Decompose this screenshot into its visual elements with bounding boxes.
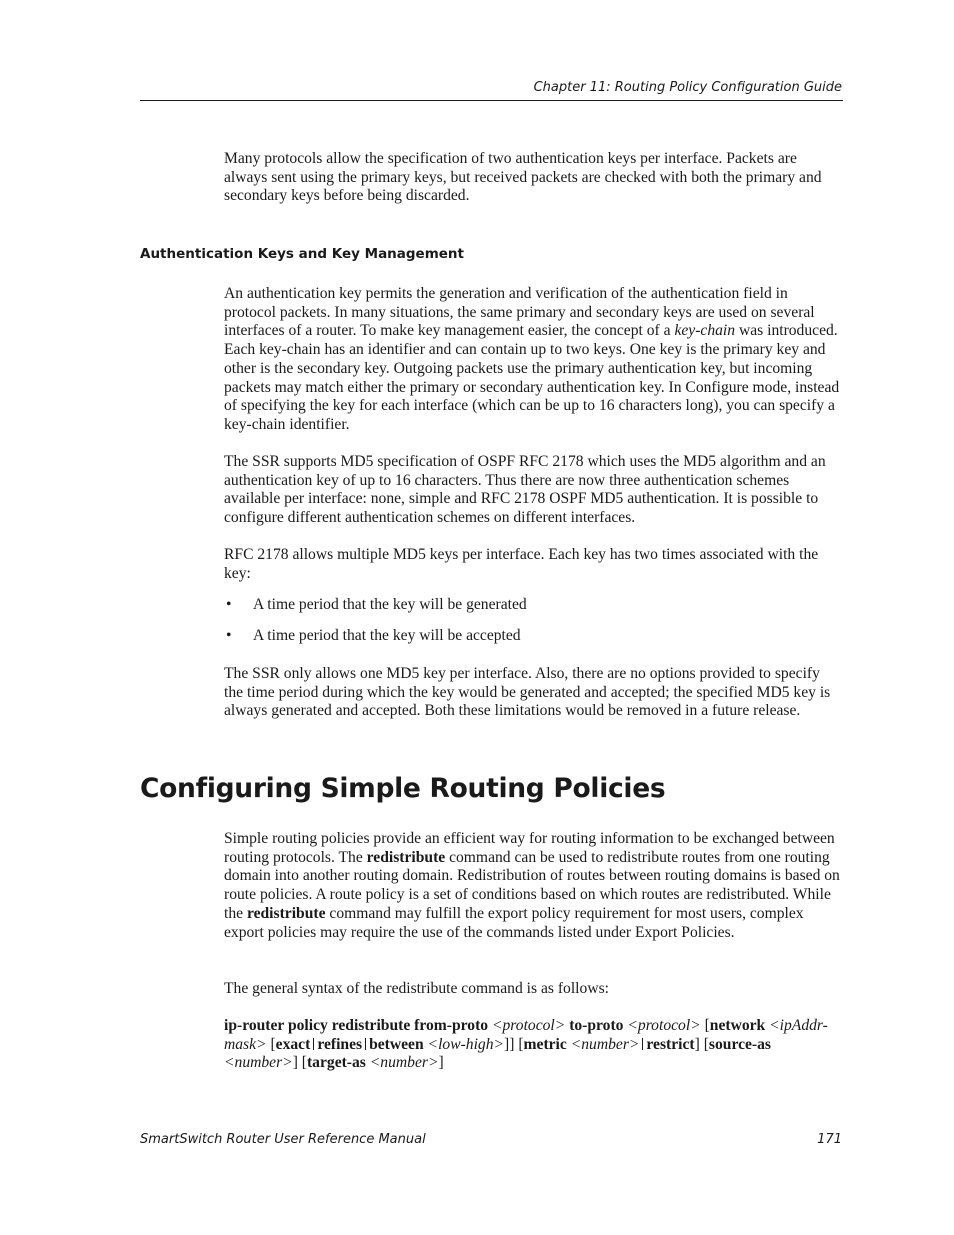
auth-p1-text-b: was introduced. Each key-chain has an identifier and can contain up to two keys. One key is the primary key and other is the secondary key. Outgoing packets use the primary authentication key, but incoming packets may match either the primary or secondary authentication key. In Configure mode, instead of specifying the key for each interface (which can be up to 16 characters long), you can specify a key-chain identifier. (224, 322, 840, 433)
syntax-arg: <number> (224, 1054, 293, 1072)
syntax-arg: <protocol> (491, 1017, 566, 1034)
syntax-keyword: exact (275, 1035, 311, 1053)
simple-paragraph-1 (224, 830, 842, 942)
command-syntax: ip-router policy redistribute from-proto <protocol> to-proto <protocol> [network <ipAddr-mask> [exact refines between <low-high>]] [metric <number> restrict] [source-as <number>] [target-as <number>] (224, 1017, 828, 1072)
auth-paragraph-3 (224, 546, 842, 583)
running-header: Chapter 11: Routing Policy Configuration Guide (533, 80, 842, 95)
simple-p1-text-a: Simple routing policies provide an efficient way for routing information to be exchanged between routing protocols. The (224, 830, 835, 866)
syntax-arg: <low-high> (427, 1035, 505, 1053)
syntax-cmd: ip-router policy redistribute from-proto (224, 1017, 489, 1034)
syntax-keyword: metric (523, 1035, 567, 1053)
auth-p4-text: The SSR only allows one MD5 key per interface. Also, there are no options provided to specify the time period during which the key would be generated and accepted; the specified MD5 key is always generated and accepted. Both these limitations would be removed in a future release. (224, 665, 831, 720)
syntax-arg: <ipAddr-mask> (224, 1017, 828, 1053)
syntax-keyword: refines (317, 1035, 363, 1053)
auth-paragraph-1 (224, 285, 842, 435)
separator-bar (313, 1038, 314, 1050)
redistribute-command-1: redistribute (366, 848, 446, 866)
syntax-keyword: restrict (646, 1035, 695, 1053)
syntax-keyword: network (709, 1017, 766, 1034)
syntax-keyword: source-as (708, 1035, 771, 1053)
header-rule (140, 100, 843, 101)
separator-bar (365, 1038, 366, 1050)
auth-paragraph-2 (224, 453, 842, 528)
list-item-text: A time period that the key will be accepted (253, 627, 521, 644)
footer-manual-title: SmartSwitch Router User Reference Manual (140, 1132, 426, 1147)
page-number: 171 (817, 1132, 842, 1147)
auth-paragraph-4 (224, 665, 842, 721)
intro-text: Many protocols allow the specification of two authentication keys per interface. Packets are always sent using the primary keys, but received packets are checked with both the primary and secondary keys before being discarded. (224, 150, 822, 205)
bullet-icon: • (226, 627, 232, 644)
intro-paragraph (224, 150, 842, 206)
syntax-arg: <number> (369, 1054, 439, 1072)
simple-p1-text-c: command may fulfill the export policy requirement for most users, complex export policies may require the use of the commands listed under Export Policies. (224, 904, 804, 941)
auth-p1-text-a: An authentication key permits the generation and verification of the authentication field in protocol packets. In many situations, the same primary and secondary keys are used on several interfaces of a router. To make key management easier, the concept of a (224, 285, 815, 340)
redistribute-command-2: redistribute (246, 904, 326, 922)
syntax-keyword: to-proto (569, 1017, 624, 1034)
bullet-icon: • (226, 596, 232, 613)
list-item-text: A time period that the key will be generated (253, 596, 527, 613)
syntax-keyword: target-as (306, 1054, 366, 1072)
syntax-keyword: between (369, 1035, 424, 1053)
simple-p2-text: The general syntax of the redistribute command is as follows: (224, 980, 609, 997)
syntax-arg: <number> (570, 1035, 640, 1053)
syntax-arg: <protocol> (627, 1017, 701, 1034)
separator-bar (642, 1038, 643, 1050)
section-heading-auth-keys: Authentication Keys and Key Management (140, 246, 464, 262)
simple-p1-text-b: command can be used to redistribute routes from one routing domain into another routing domain. Redistribution of routes between routing domains is based on route policies. A route policy is a set of conditions based on which routes are redistributed. While the (224, 848, 840, 922)
simple-paragraph-2 (224, 980, 842, 999)
key-chain-term: key-chain (674, 322, 736, 340)
auth-p2-text: The SSR supports MD5 specification of OSPF RFC 2178 which uses the MD5 algorithm and an authentication key of up to 16 characters. Thus there are now three authentication schemes available per interface: none, simple and RFC 2178 OSPF MD5 authentication. It is possible to configure different authentication schemes on different interfaces. (224, 453, 826, 527)
section-heading-simple-routing: Configuring Simple Routing Policies (140, 773, 666, 804)
auth-p3-text: RFC 2178 allows multiple MD5 keys per interface. Each key has two times associated with the key: (224, 546, 819, 582)
